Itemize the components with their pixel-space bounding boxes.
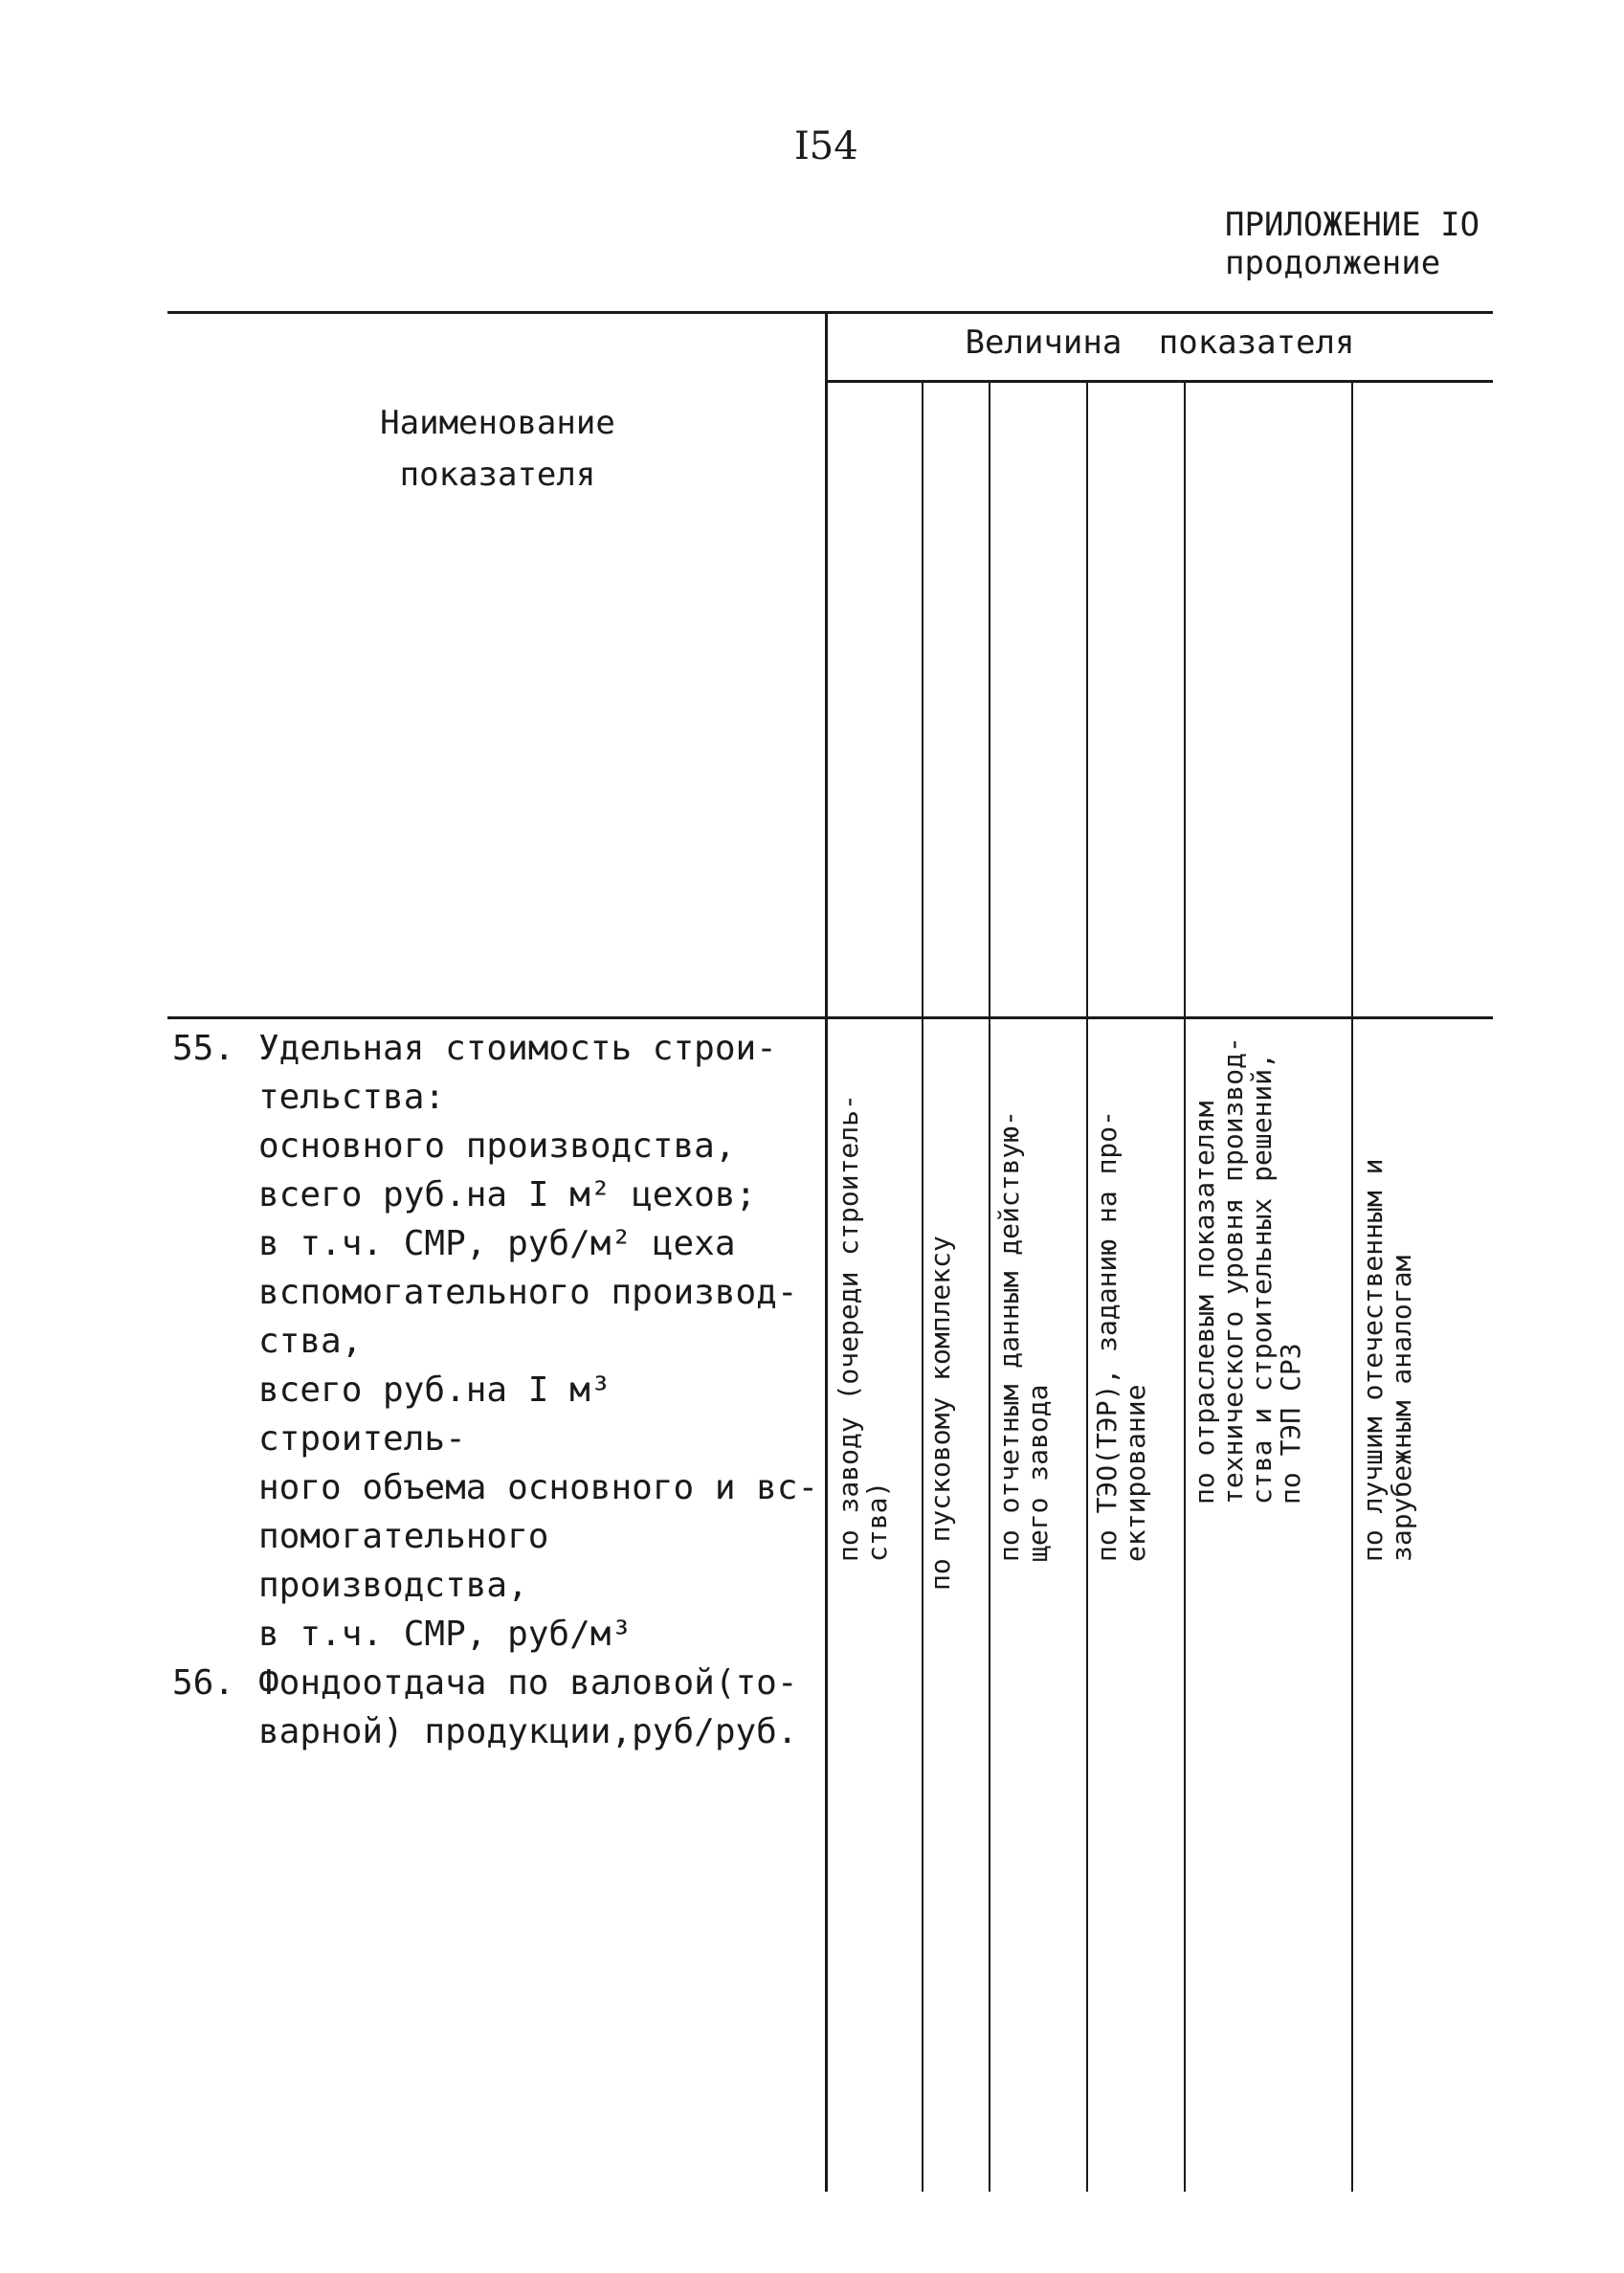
table-row: [172, 1024, 823, 1659]
column-header-reporting-data: [993, 383, 1083, 1562]
column-header-label: по пусковому комплексу: [924, 1236, 956, 1591]
column-header-industry-indicators: [1189, 383, 1348, 1504]
column-header-label: по ТЭО(ТЭР), заданию на про- ектирование: [1091, 1109, 1151, 1562]
column-divider: [1184, 380, 1186, 2192]
appendix-subtitle: продолжение: [1225, 244, 1441, 282]
table-row: [172, 1659, 823, 1756]
column-header-label: по отраслевым показателям технического уровня производ- ства и строительных решений, по ТЭП СРЗ: [1189, 1036, 1306, 1504]
column-header-best-analogues: [1357, 383, 1488, 1562]
row-text: Удельная стоимость строи- тельства: основного производства, всего руб.на I м² цехов; в т.ч. СМР, руб/м² цеха вспомогательного производ- ства, всего руб.на I м³ строитель- ного объема основного и вс- помогательного производства, в т.ч. СМР, руб/м³: [258, 1029, 819, 1654]
column-header-label: по лучшим отечественным и зарубежным аналогам: [1357, 1158, 1417, 1562]
indicator-list: [172, 1024, 823, 1756]
appendix-label: [1225, 206, 1479, 282]
appendix-title: ПРИЛОЖЕНИЕ IO: [1225, 206, 1480, 244]
table-top-rule: [167, 311, 1493, 314]
row-number: 55.: [172, 1029, 235, 1068]
column-header-label: по отчетным данным действую- щего завода: [993, 1109, 1054, 1562]
page-number: I54: [794, 124, 858, 168]
row-number: 56.: [172, 1663, 235, 1703]
column-divider: [825, 311, 828, 2192]
column-header-feasibility-study: [1091, 383, 1181, 1562]
row-text: Фондоотдача по валовой(то- варной) продукции,руб/руб.: [258, 1663, 798, 1751]
column-divider: [989, 380, 990, 2192]
column-header-label: по заводу (очереди строитель- ства): [833, 1094, 893, 1562]
column-divider: [1351, 380, 1353, 2192]
indicator-name-header: Наименование показателя: [380, 404, 615, 494]
column-divider: [1086, 380, 1088, 2192]
column-divider: [922, 380, 923, 2192]
column-header-plant: [833, 383, 919, 1562]
column-header-startup-complex: [924, 383, 986, 1591]
indicator-value-header: Величина показателя: [965, 323, 1355, 362]
